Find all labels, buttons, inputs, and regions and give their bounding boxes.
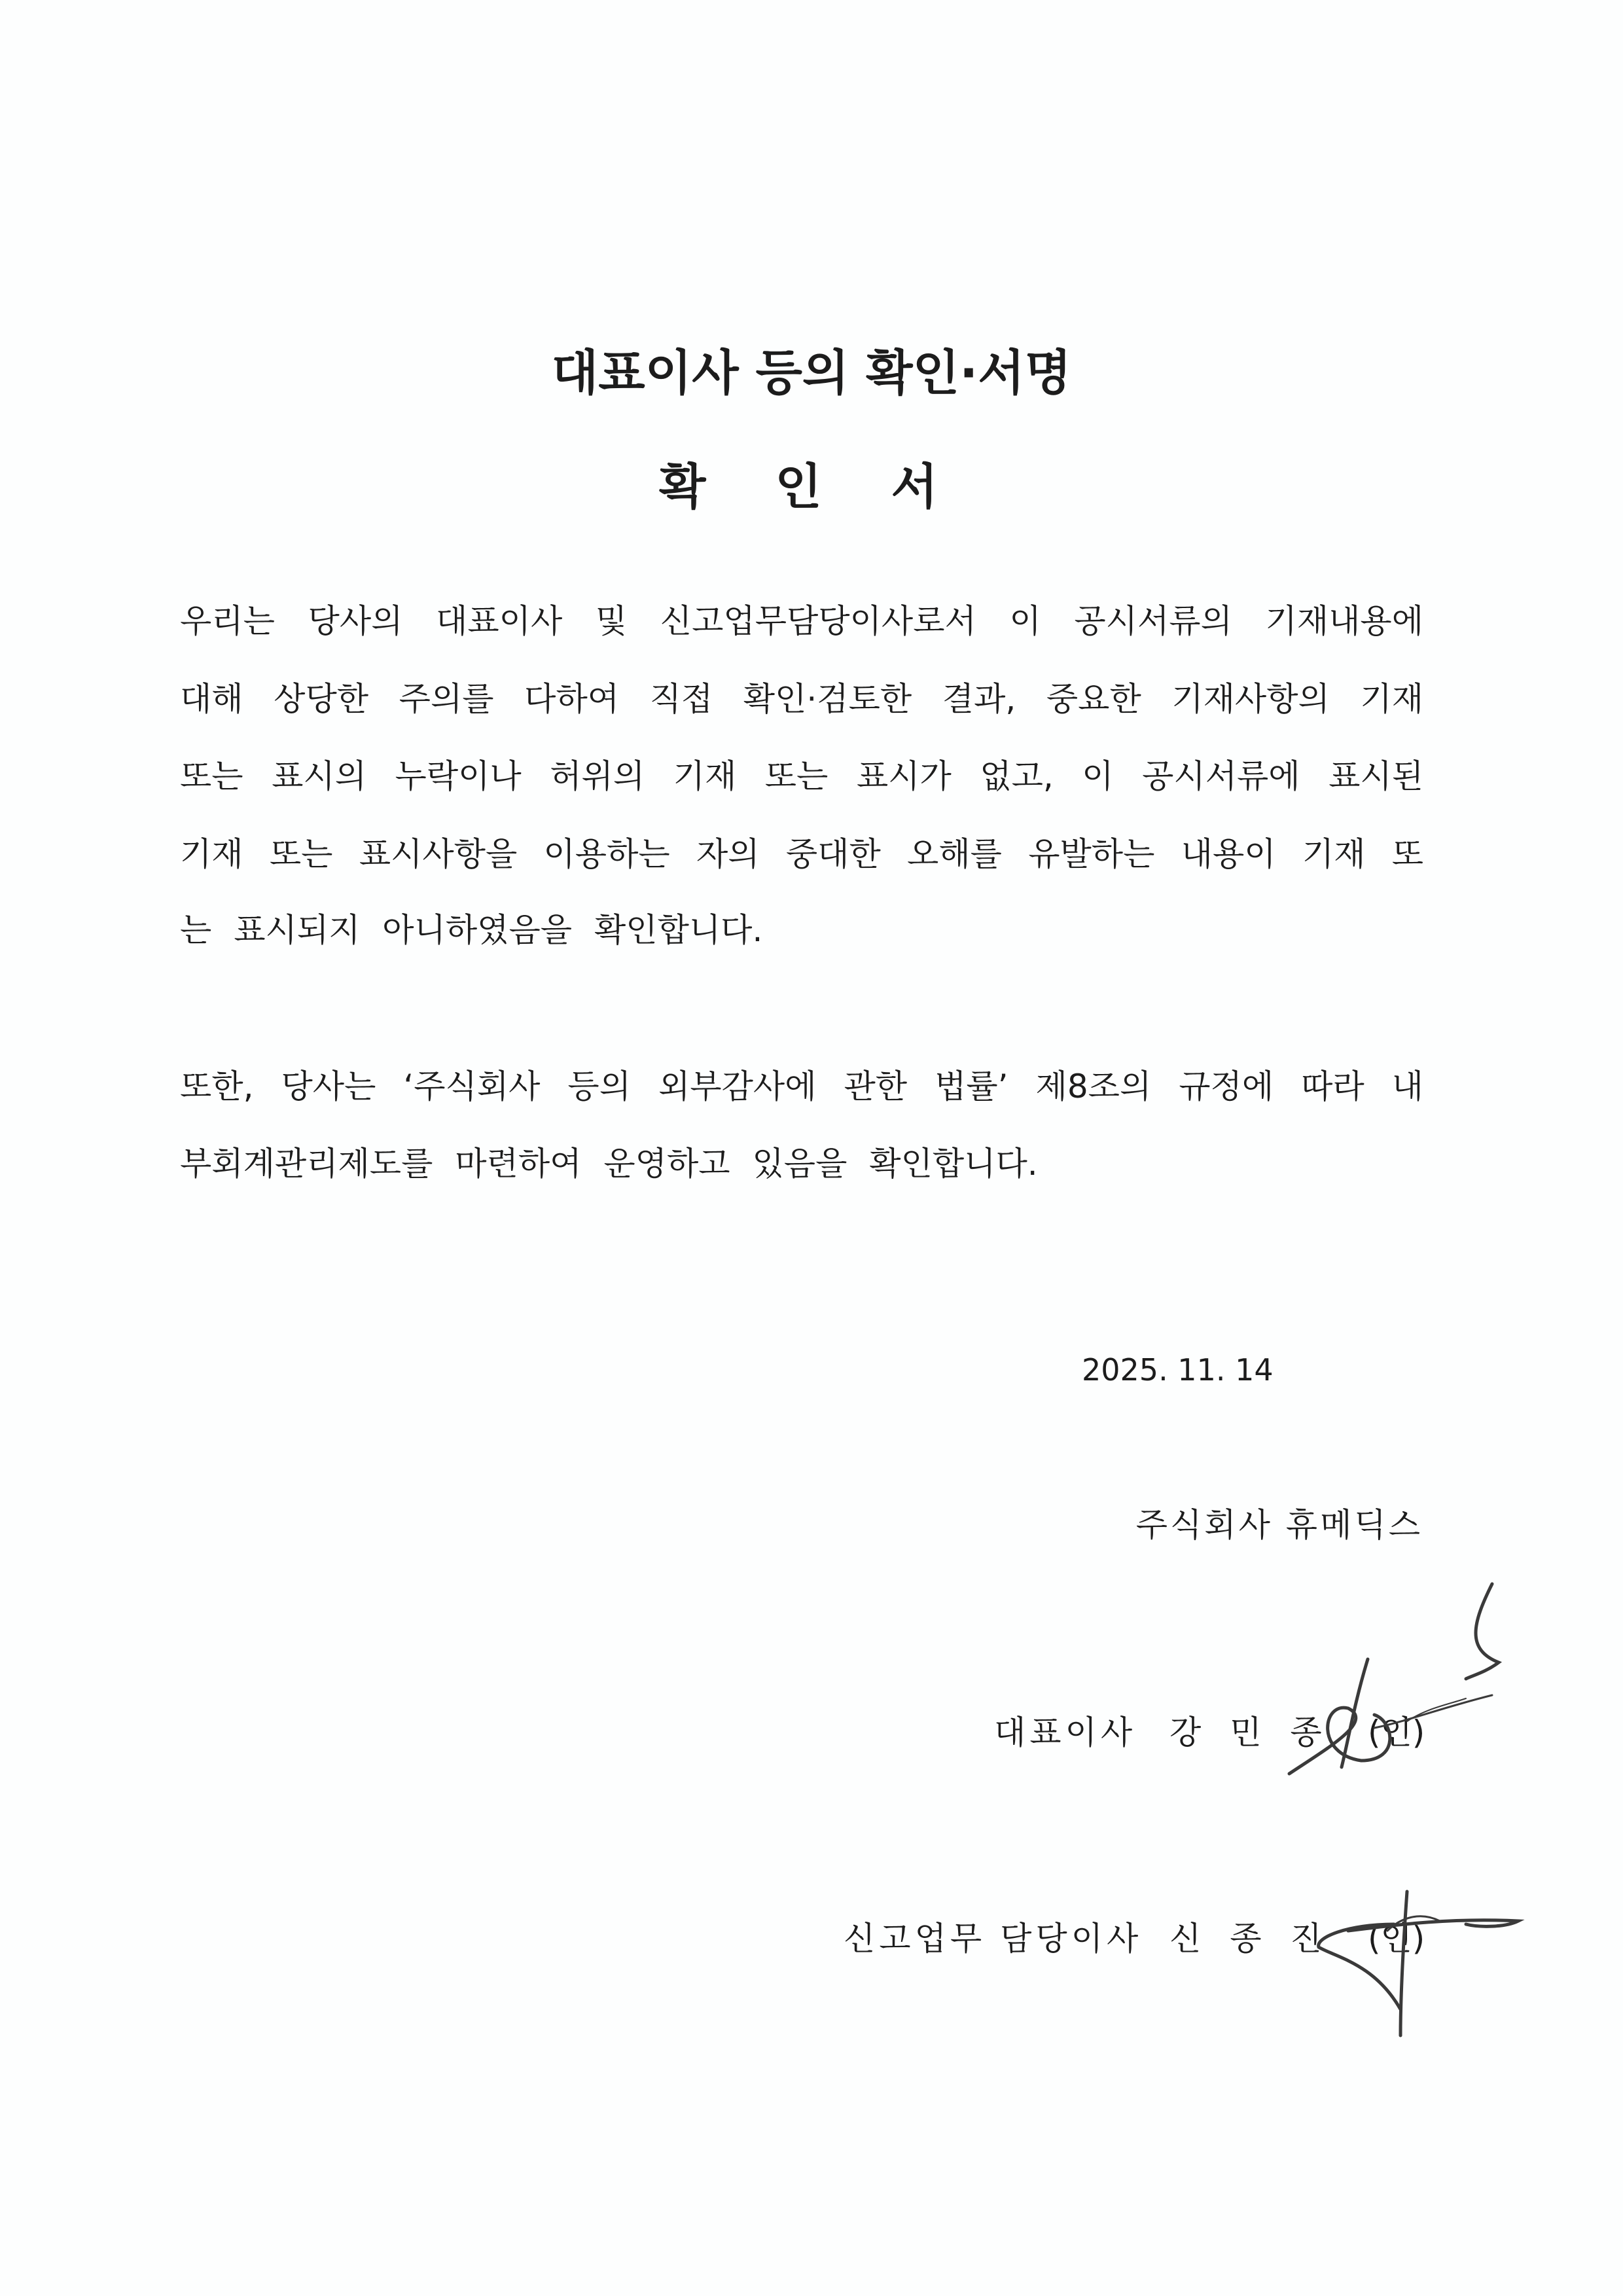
signature-ceo <box>1276 1558 1525 1806</box>
document-title: 대표이사 등의 확인·서명 <box>551 345 1072 401</box>
seal-mark: (인) <box>1368 1920 1425 1958</box>
company-name: 주식회사 휴메딕스 <box>1135 1506 1423 1544</box>
signer-role: 대표이사 <box>994 1713 1137 1751</box>
signer-name: 강 민 종 <box>1169 1713 1331 1751</box>
document-subtitle: 확 인 서 <box>659 459 964 515</box>
paragraph1-line: 는 표시되지 아니하였음을 확인합니다. <box>180 911 763 949</box>
document-date: 2025. 11. 14 <box>1082 1352 1274 1388</box>
paragraph1-line: 기재 또는 표시사항을 이용하는 자의 중대한 오해를 유발하는 내용이 기재 또 <box>180 835 1423 873</box>
paragraph2-line: 또한, 당사는 ‘주식회사 등의 외부감사에 관한 법률’ 제8조의 규정에 따라 내 <box>180 1067 1423 1105</box>
paragraph1-line: 대해 상당한 주의를 다하여 직접 확인·검토한 결과, 중요한 기재사항의 기재 <box>180 680 1423 718</box>
paragraph1-line: 또는 표시의 누락이나 허위의 기재 또는 표시가 없고, 이 공시서류에 표시된 <box>180 757 1423 795</box>
paragraph2-line: 부회계관리제도를 마련하여 운영하고 있음을 확인합니다. <box>180 1145 1038 1183</box>
signature-reporting-director <box>1309 1885 1531 2042</box>
paragraph1-line: 우리는 당사의 대표이사 및 신고업무담당이사로서 이 공시서류의 기재내용에 <box>180 602 1423 640</box>
seal-mark: (인) <box>1368 1713 1425 1751</box>
signer-role: 신고업무 담당이사 <box>844 1920 1143 1958</box>
signer-name: 신 종 진 <box>1169 1920 1331 1958</box>
